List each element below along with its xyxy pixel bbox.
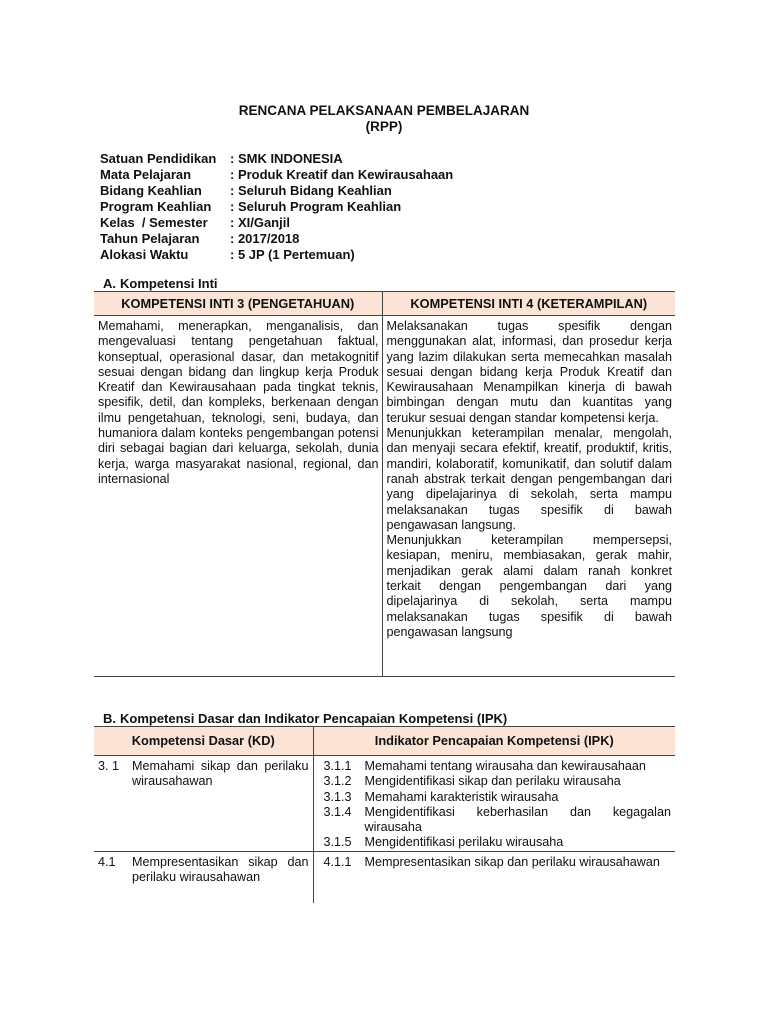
ipk-header: Indikator Pencapaian Kompetensi (IPK)	[313, 727, 675, 756]
identity-value: : Seluruh Bidang Keahlian	[230, 183, 392, 198]
identity-value: : 5 JP (1 Pertemuan)	[230, 247, 355, 262]
section-a-letter: A.	[103, 276, 116, 291]
ki4-paragraph: Menunjukkan keterampilan menalar, mengolah, dan menyaji secara efektif, kreatif, produktif, kritis, mandiri, kolaboratif, komunikatif, dan solutif dalam ranah abstrak terkait dengan pengembangan dari yang dipelajarinya di sekolah, serta mampu melaksanakan tugas spesifik di bawah pengawasan langsung.	[386, 426, 672, 532]
kd-row	[94, 851, 675, 903]
identity-row	[100, 183, 453, 199]
identity-row	[100, 247, 453, 263]
identity-value: : SMK INDONESIA	[230, 151, 343, 166]
kd-text: Mempresentasikan sikap dan perilaku wirausahawan	[132, 854, 309, 885]
section-b-letter: B.	[103, 711, 116, 726]
ipk-item	[324, 774, 672, 789]
identity-value: : XI/Ganjil	[230, 215, 290, 230]
kompetensi-inti-table	[94, 291, 675, 677]
ipk-text: Mengidentifikasi perilaku wirausaha	[364, 835, 564, 850]
identity-row	[100, 199, 453, 215]
identity-label: Satuan Pendidikan	[100, 151, 217, 166]
kd-row	[94, 756, 675, 852]
identity-value: : Seluruh Program Keahlian	[230, 199, 402, 214]
title-line-1: RENCANA PELAKSANAAN PEMBELAJARAN	[238, 103, 530, 118]
ki4-cell	[382, 316, 675, 677]
kd-ipk-table	[94, 726, 675, 903]
identity-label: Bidang Keahlian	[100, 183, 202, 198]
ki3-text: Memahami, menerapkan, menganalisis, dan mengevaluasi tentang pengetahuan faktual, konseptual, operasional dasar, dan metakognitif sesuai dengan bidang dan lingkup kerja Produk Kreatif dan Kewirausahaan pada tingkat teknis, spesifik, detil, dan kompleks, berkenaan dengan ilmu pengetahuan, teknologi, seni, budaya, dan humaniora dalam konteks pengembangan potensi diri sebagai bagian dari keluarga, sekolah, dunia kerja, warga masyarakat nasional, regional, dan internasional	[94, 316, 382, 677]
ki4-paragraph: Menunjukkan keterampilan mempersepsi, kesiapan, meniru, membiasakan, gerak mahir, menjadikan gerak alami dalam ranah konkret terkait dengan pengembangan dari yang dipelajarinya di sekolah, serta mampu melaksanakan tugas spesifik di bawah pengawasan langsung	[386, 533, 672, 639]
ipk-cell	[313, 756, 675, 852]
kd-header: Kompetensi Dasar (KD)	[94, 727, 313, 756]
kd-number: 4.1	[98, 854, 116, 869]
identity-label: Kelas / Semester	[100, 215, 208, 230]
ipk-text: Mengidentifikasi keberhasilan dan kegagalan wirausaha	[364, 804, 671, 835]
identity-block	[100, 151, 453, 263]
identity-row	[100, 231, 453, 247]
ipk-item	[324, 805, 672, 836]
identity-label: Alokasi Waktu	[100, 247, 189, 262]
section-a-heading	[103, 276, 218, 291]
identity-label: Tahun Pelajaran	[100, 231, 200, 246]
section-b-heading	[103, 711, 507, 726]
section-b-title: Kompetensi Dasar dan Indikator Pencapaian Kompetensi (IPK)	[120, 711, 508, 726]
ki3-header: KOMPETENSI INTI 3 (PENGETAHUAN)	[94, 292, 382, 316]
identity-value: : 2017/2018	[230, 231, 300, 246]
ipk-number: 3.1.1	[323, 759, 352, 773]
ipk-number: 3.1.2	[323, 774, 352, 789]
identity-row	[100, 167, 453, 183]
identity-value: : Produk Kreatif dan Kewirausahaan	[230, 167, 454, 182]
kd-text: Memahami sikap dan perilaku wirausahawan	[132, 759, 309, 789]
kd-cell	[94, 851, 313, 903]
ipk-cell	[313, 851, 675, 903]
document-title	[0, 103, 768, 135]
ipk-text: Memahami karakteristik wirausaha	[364, 789, 559, 804]
ipk-item	[324, 855, 672, 870]
ki4-header: KOMPETENSI INTI 4 (KETERAMPILAN)	[382, 292, 675, 316]
ipk-number: 3.1.3	[323, 789, 352, 804]
ipk-text: Memahami tentang wirausaha dan kewirausahaan	[364, 759, 646, 773]
identity-label: Mata Pelajaran	[100, 167, 192, 182]
ipk-text: Mengidentifikasi sikap dan perilaku wirausaha	[364, 774, 621, 789]
identity-label: Program Keahlian	[100, 199, 212, 214]
ki-header-row	[94, 292, 675, 316]
section-a-title: Kompetensi Inti	[120, 276, 218, 291]
title-line-2: (RPP)	[365, 119, 403, 134]
ipk-number: 3.1.5	[323, 835, 352, 850]
ki4-paragraph: Melaksanakan tugas spesifik dengan menggunakan alat, informasi, dan prosedur kerja yang lazim dilakukan serta memecahkan masalah sesuai dengan bidang kerja Produk Kreatif dan Kewirausahaan Menampilkan kinerja di bawah bimbingan dengan mutu dan kuantitas yang terukur sesuai dengan standar kompetensi kerja.	[386, 319, 672, 425]
ipk-item	[324, 835, 672, 850]
identity-row	[100, 151, 453, 167]
kd-number: 3. 1	[98, 759, 120, 773]
ipk-number: 3.1.4	[323, 804, 352, 819]
ipk-text: Mempresentasikan sikap dan perilaku wirausahawan	[364, 854, 660, 869]
ipk-number: 4.1.1	[323, 854, 352, 869]
identity-row	[100, 215, 453, 231]
ipk-item	[324, 759, 672, 774]
kd-cell	[94, 756, 313, 852]
ki-body-row	[94, 316, 675, 677]
kd-header-row	[94, 727, 675, 756]
ipk-item	[324, 790, 672, 805]
